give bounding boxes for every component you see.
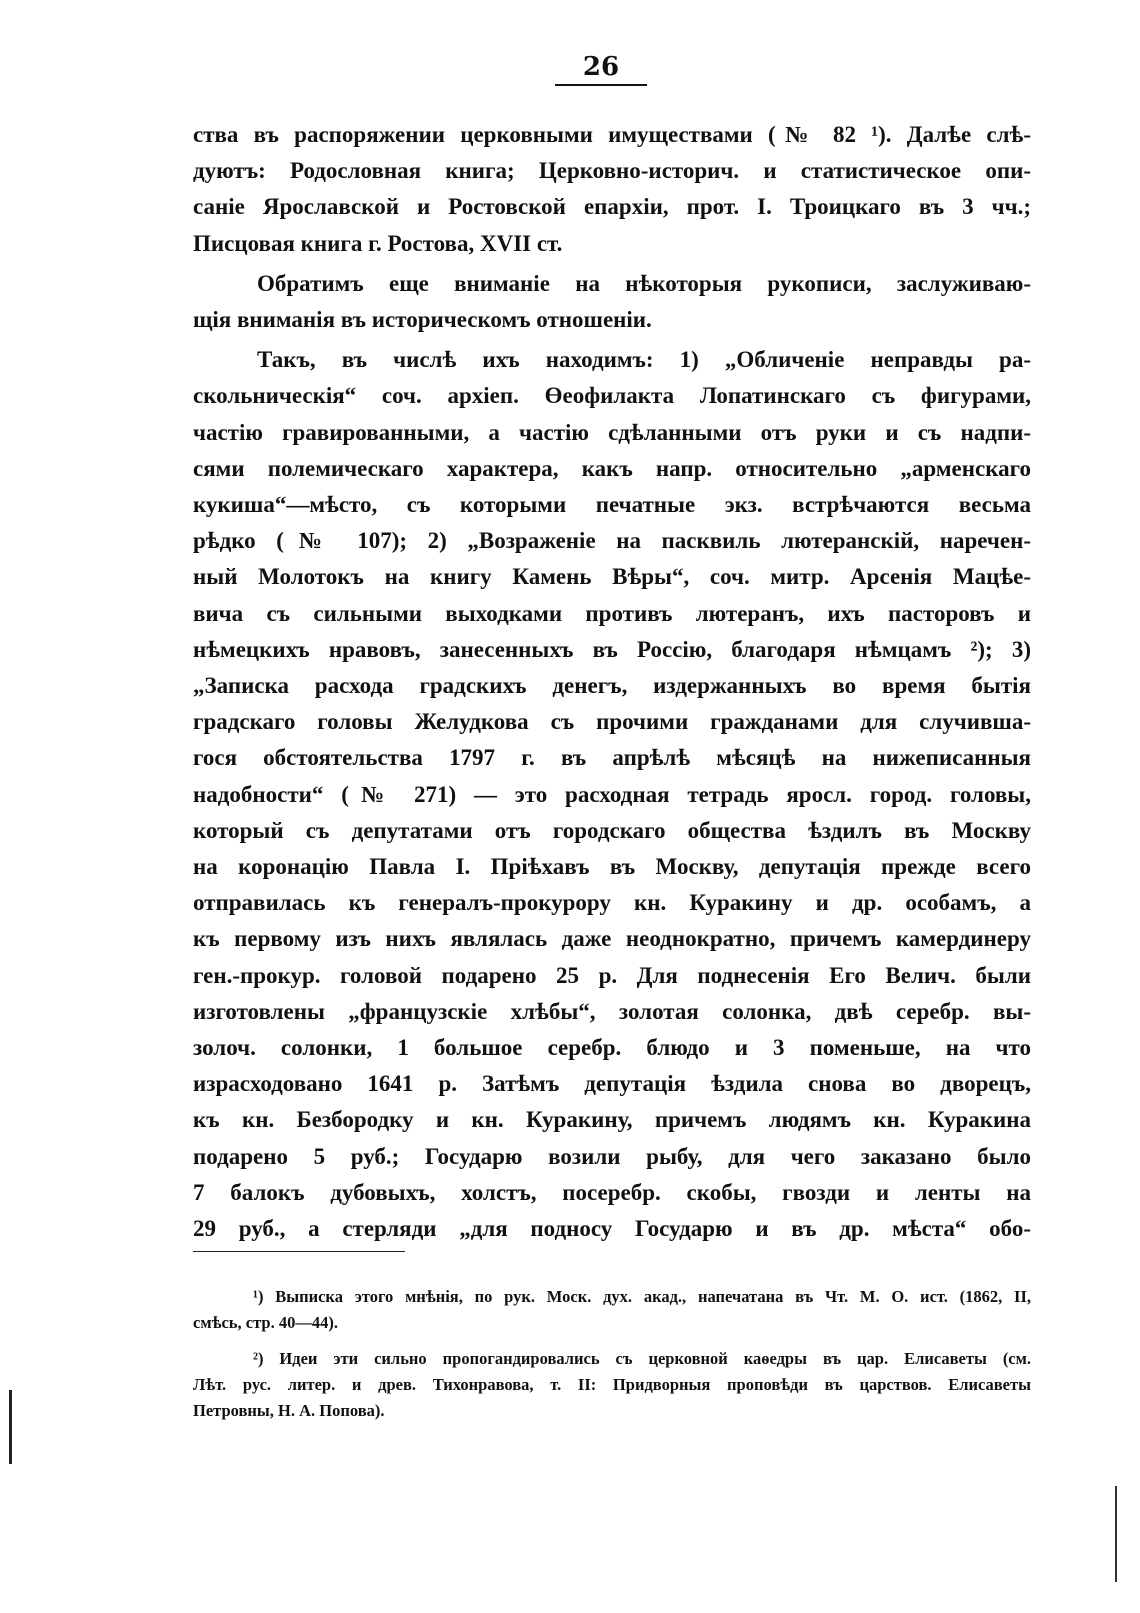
paragraph-3 xyxy=(193,342,1031,1247)
text-line: отправилась къ генералъ-прокурору кн. Куракину и др. особамъ, а xyxy=(193,890,1031,916)
footnote-line: Петровны, Н. А. Попова). xyxy=(193,1401,385,1420)
text-line: градскаго головы Желудкова съ прочими гражданами для случивша- xyxy=(193,709,1031,735)
footnote-1 xyxy=(193,1284,1031,1336)
text-line: щія вниманія въ историческомъ отношеніи. xyxy=(193,307,652,333)
footnote-line: смѣсь, стр. 40—44). xyxy=(193,1313,338,1332)
text-line: частію гравированными, а частію сдѣланными отъ руки и съ надпи- xyxy=(193,419,1031,445)
text-line: изготовлены „французскіе хлѣбы“, золотая солонка, двѣ серебр. вы- xyxy=(193,998,1031,1024)
footnote-line: Лѣт. рус. литер. и древ. Тихонравова, т. II: Придворныя проповѣди въ царствов. Елисаветы xyxy=(193,1375,1031,1394)
text-line: Обратимъ еще вниманіе на нѣкоторыя рукописи, заслуживаю- xyxy=(257,270,1031,296)
text-line: 29 руб., а стерляди „для подносу Государю и въ др. мѣста“ обо- xyxy=(193,1216,1031,1242)
page-number: 26 xyxy=(555,52,647,86)
main-text xyxy=(193,117,1031,1251)
text-line: нѣмецкихъ нравовъ, занесенныхъ въ Россію, благодаря нѣмцамъ ²); 3) xyxy=(193,636,1031,662)
text-line: ный Молотокъ на книгу Камень Вѣры“, соч. митр. Арсенія Мацѣе- xyxy=(193,564,1031,590)
text-line: скольническія“ соч. архіеп. Өеофилакта Лопатинскаго съ фигурами, xyxy=(193,383,1031,409)
text-line: ген.-прокур. головой подарено 25 р. Для поднесенія Его Велич. были xyxy=(193,962,1031,988)
text-line: „Записка расхода градскихъ денегъ, издержанныхъ во время бытія xyxy=(193,673,1031,699)
text-line: 7 балокъ дубовыхъ, холстъ, посеребр. скобы, гвозди и ленты на xyxy=(193,1179,1031,1205)
footnote-line: ¹) Выписка этого мнѣнія, по рук. Моск. дух. акад., напечатана въ Чт. М. О. ист. (1862, II, xyxy=(253,1287,1031,1306)
text-line: ства въ распоряжении церковными имуществами (№ 82 ¹). Далѣе слѣ- xyxy=(193,122,1031,147)
text-line: надобности“ (№ 271) — это расходная тетрадь яросл. город. головы, xyxy=(193,781,1031,807)
text-line: дуютъ: Родословная книга; Церковно-историч. и статистическое опи- xyxy=(193,158,1031,184)
scan-edge-mark xyxy=(9,1390,12,1464)
text-line: саніе Ярославской и Ростовской епархіи, прот. І. Троицкаго въ 3 чч.; xyxy=(193,194,1031,220)
text-line: Такъ, въ числѣ ихъ находимъ: 1) „Обличеніе неправды ра- xyxy=(257,347,1031,373)
text-line: вича съ сильными выходками противъ лютеранъ, ихъ пасторовъ и xyxy=(193,600,1031,626)
footnote-divider xyxy=(193,1251,405,1252)
text-line: израсходовано 1641 р. Затѣмъ депутація ѣздила снова во дворецъ, xyxy=(193,1071,1031,1097)
text-line: кукиша“—мѣсто, съ которыми печатные экз. встрѣчаются весьма xyxy=(193,492,1031,518)
text-line: къ кн. Безбородку и кн. Куракину, причемъ людямъ кн. Куракина xyxy=(193,1107,1031,1133)
footnote-2 xyxy=(193,1346,1031,1424)
footnote-line: ²) Идеи эти сильно пропогандировались съ церковной каѳедры въ цар. Елисаветы (см. xyxy=(253,1349,1031,1368)
text-line: сями полемическаго характера, какъ напр. относительно „арменскаго xyxy=(193,455,1031,481)
text-line: подарено 5 руб.; Государю возили рыбу, для чего заказано было xyxy=(193,1143,1031,1169)
text-line: Писцовая книга г. Ростова, XVII ст. xyxy=(193,230,563,256)
paragraph-2 xyxy=(193,266,1031,338)
text-line: гося обстоятельства 1797 г. въ апрѣлѣ мѣсяцѣ на нижеписанныя xyxy=(193,745,1031,771)
text-line: золоч. солонки, 1 большое серебр. блюдо и 3 поменьше, на что xyxy=(193,1035,1031,1061)
scan-edge-mark xyxy=(1115,1486,1117,1582)
paragraph-1 xyxy=(193,117,1031,262)
text-line: на коронацію Павла І. Пріѣхавъ въ Москву, депутація прежде всего xyxy=(193,854,1031,880)
text-line: рѣдко (№ 107); 2) „Возраженіе на пасквиль лютеранскій, наречен- xyxy=(193,528,1031,554)
footnotes xyxy=(193,1284,1031,1434)
text-line: который съ депутатами отъ городскаго общества ѣздилъ въ Москву xyxy=(193,817,1031,843)
text-line: къ первому изъ нихъ являлась даже неоднократно, причемъ камердинеру xyxy=(193,926,1031,952)
